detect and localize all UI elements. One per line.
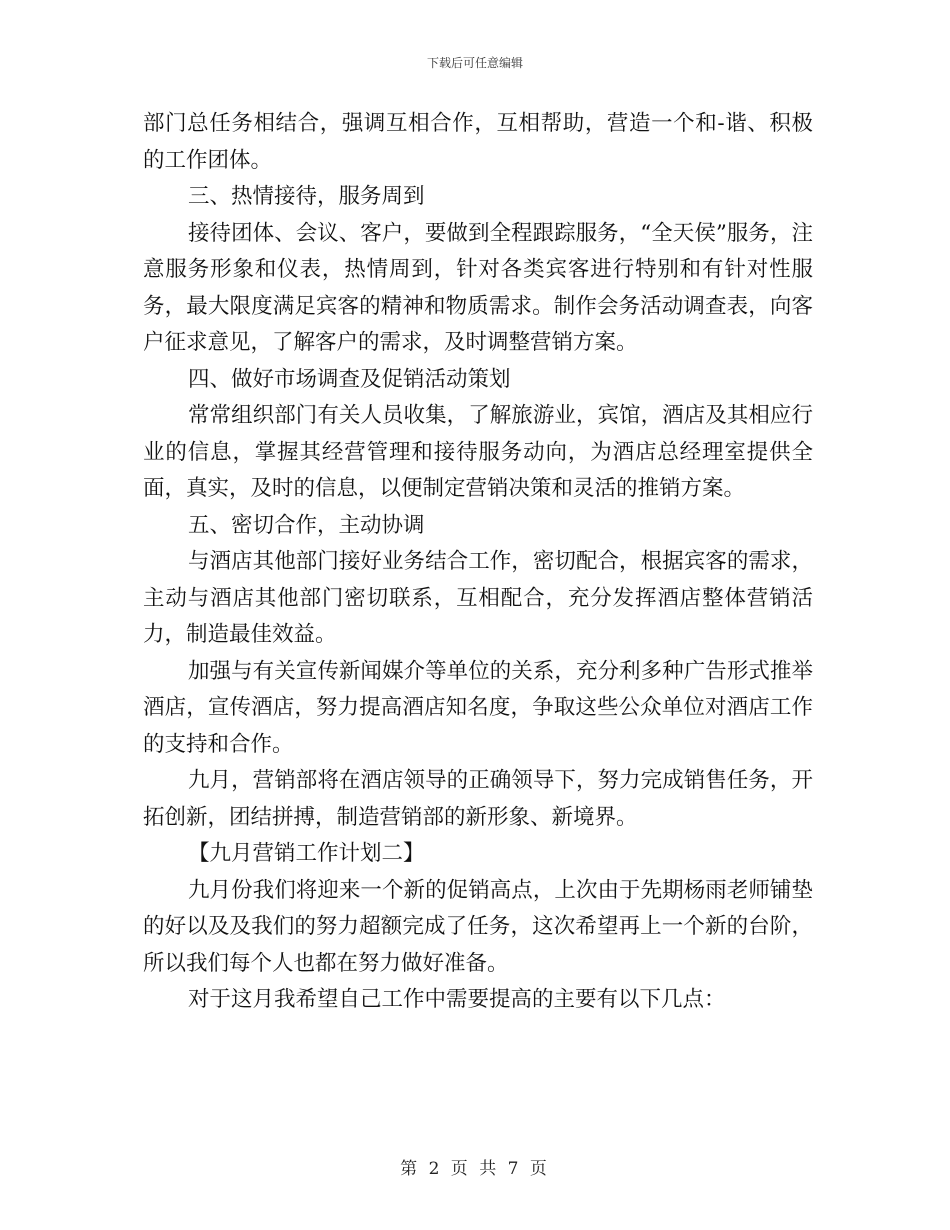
paragraph-media: 加强与有关宣传新闻媒介等单位的关系，充分利多种广告形式推举酒店，宣传酒店，努力提高酒店知名度，争取这些公众单位对酒店工作的支持和合作。 <box>143 658 813 757</box>
paragraph-cooperation: 与酒店其他部门接好业务结合工作，密切配合，根据宾客的需求，主动与酒店其他部门密切联系，互相配合，充分发挥酒店整体营销活力，制造最佳效益。 <box>143 549 813 647</box>
paragraph-improvements: 对于这月我希望自己工作中需要提高的主要有以下几点： <box>188 987 726 1012</box>
paragraph-continuation: 部门总任务相结合，强调互相合作，互相帮助，营造一个和-谐、积极的工作团体。 <box>143 111 813 173</box>
section-heading-4: 四、做好市场调查及促销活动策划 <box>188 366 511 392</box>
document-body <box>143 106 813 1019</box>
paragraph-september: 九月，营销部将在酒店领导的正确领导下，努力完成销售任务，开拓创新，团结拼搏，制造营销部的新形象、新境界。 <box>143 768 813 830</box>
page-header: 下载后可任意编辑 <box>426 56 523 70</box>
section-heading-3: 三、热情接待，服务周到 <box>188 184 425 209</box>
paragraph-market-research: 常常组织部门有关人员收集，了解旅游业，宾馆，酒店及其相应行业的信息，掌握其经营管理和接待服务动向，为酒店总经理室提供全面，真实，及时的信息，以便制定营销决策和灵活的推销方案。 <box>143 403 813 501</box>
paragraph-reception: 接待团体、会议、客户，要做到全程跟踪服务，“全天侯”服务，注意服务形象和仪表，热情周到，针对各类宾客进行特别和有针对性服务，最大限度满足宾客的精神和物质需求。制作会务活动调查表，向客户征求意见，了解客户的需求，及时调整营销方案。 <box>143 220 813 355</box>
section-heading-plan-two: 【九月营销工作计划二】 <box>188 841 425 866</box>
paragraph-promotion: 九月份我们将迎来一个新的促销高点，上次由于先期杨雨老师铺垫的好以及及我们的努力超额完成了任务，这次希望再上一个新的台阶，所以我们每个人也都在努力做好准备。 <box>143 877 813 976</box>
page-footer: 第 2 页 共 7 页 <box>400 1159 550 1179</box>
section-heading-5: 五、密切合作，主动协调 <box>188 512 425 538</box>
